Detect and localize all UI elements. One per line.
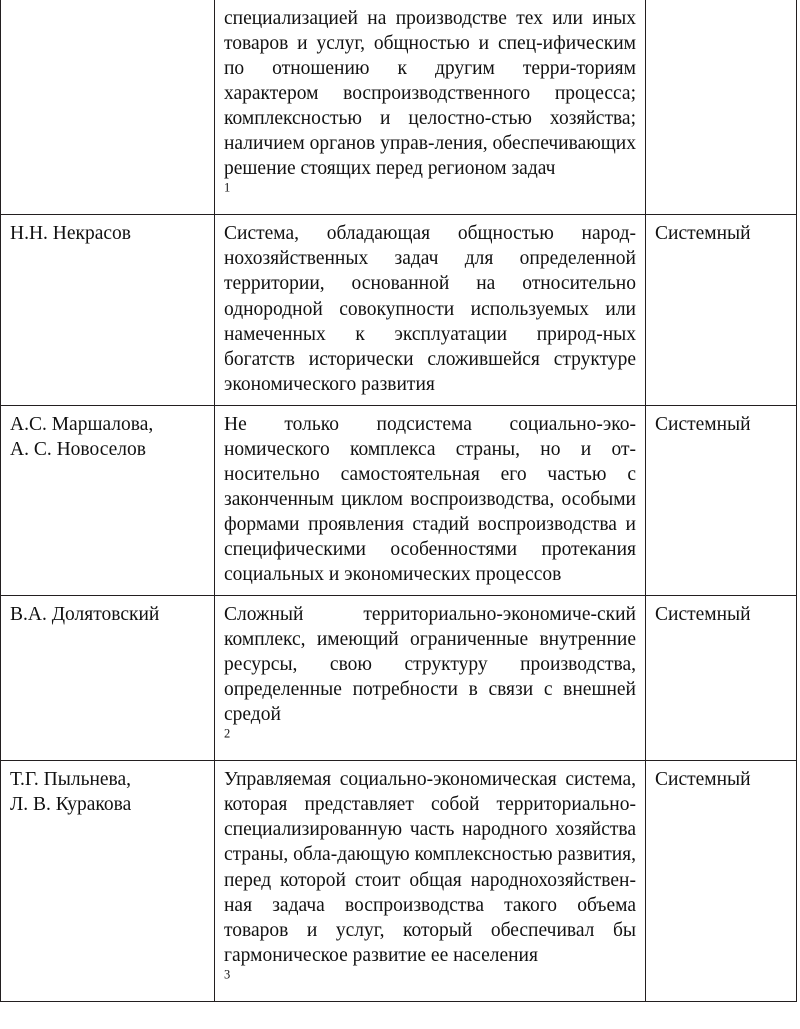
table-row [1,215,797,405]
table-row [1,596,797,761]
author-name: В.А. Долятовский [10,604,160,626]
author-cell [1,761,215,1001]
author-cell [1,0,215,215]
definition-text: Не только подсистема социально-эко-номического комплекса страны, но и от-носительно самостоятельная его частью с законченным циклом воспроизводства, особыми формами проявления стадий воспроизводства и специфическими особенностями протекания социальных и экономических процессов [224,413,636,585]
approach-cell: Системный [646,405,797,595]
definition-cell [215,405,646,595]
definition-text: Управляемая социально-экономическая система, которая представляет собой территориально-специализированную часть народного хозяйства страны, обла-дающую комплексностью развития, перед которой стоит общая народнохозяйствен-ная задача воспроизводства такого объема товаров и услуг, который обеспечивал бы гармоническое развитие ее населения [224,769,636,966]
definition-text: Сложный территориально-экономиче-ский комплекс, имеющий ограниченные внутренние ресурсы, свою структуру производства, определенные потребности в связи с внешней средой [224,604,636,726]
author-name: Т.Г. Пыльнева, [10,769,132,791]
author-name-second: А. С. Новоселов [10,438,146,460]
approach-cell: Системный [646,761,797,1001]
table-row [1,761,797,1001]
definition-cell [215,761,646,1001]
definition-text: Система, обладающая общностью народ-нохозяйственных задач для определенной территории, основанной на относительно однородной совокупности используемых или намеченных к эксплуатации природ-ных богатств исторически сложившейся структуре экономического развития [224,223,636,395]
table-row [1,405,797,595]
approach-cell: Системный [646,596,797,761]
table-row [1,0,797,215]
definition-cell [215,0,646,215]
footnote-marker: 2 [224,726,231,741]
author-cell [1,215,215,405]
definition-text: специализацией на производстве тех или иных товаров и услуг, общностью и спец-ифическим по отношению к другим терри-ториям характером воспроизводственного процесса; комплексностью и целостно-стью хозяйства; наличием органов управ-ления, обеспечивающих решение стоящих перед регионом задач [224,8,636,180]
definition-cell [215,596,646,761]
footnote-marker: 3 [224,967,231,982]
author-cell [1,405,215,595]
footnote-marker: 1 [224,180,231,195]
author-name: Н.Н. Некрасов [10,223,132,245]
approach-cell: Системный [646,215,797,405]
definition-cell [215,215,646,405]
author-name: А.С. Маршалова, [10,413,154,435]
author-cell [1,596,215,761]
approach-cell [646,0,797,215]
author-name-second: Л. В. Куракова [10,794,132,816]
